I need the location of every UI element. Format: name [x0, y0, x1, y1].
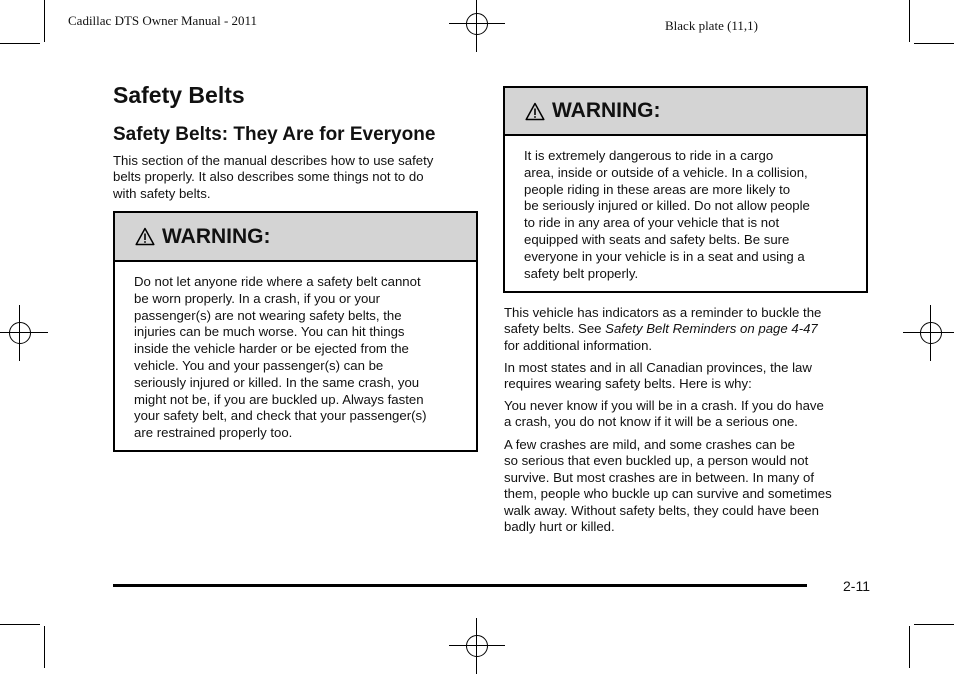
- text-line: safety belt properly.: [524, 265, 639, 281]
- crop-mark: [914, 624, 954, 625]
- text-line: [504, 321, 821, 337]
- text-line: You never know if you will be in a crash. If you do have: [504, 398, 824, 413]
- crop-mark: [909, 626, 910, 668]
- text-line: seriously injured or killed. In the same crash, you: [134, 374, 420, 390]
- text-line: badly hurt or killed.: [504, 519, 615, 535]
- text-line: them, people who buckle up can survive and sometimes: [504, 486, 832, 502]
- text-line: people riding in these areas are more likely to: [524, 181, 791, 197]
- reminder-paragraph: [504, 305, 821, 354]
- text-line: with safety belts.: [113, 185, 211, 201]
- text-fragment: safety belts. See: [504, 321, 606, 337]
- text-line: vehicle. You and your passenger(s) can be: [134, 357, 384, 373]
- text-line: Do not let anyone ride where a safety belt cannot: [134, 274, 421, 289]
- text-line: This vehicle has indicators as a reminder to buckle the: [504, 305, 822, 320]
- text-line: be seriously injured or killed. Do not allow people: [524, 198, 810, 214]
- crash-unknown-paragraph: [504, 398, 824, 431]
- cross-reference-link[interactable]: Safety Belt Reminders on page 4-47: [605, 321, 818, 337]
- warning-box-occupant-belts: [113, 211, 478, 452]
- crop-mark: [44, 626, 45, 668]
- intro-paragraph: [113, 153, 433, 202]
- text-line: injuries can be much worse. You can hit things: [134, 324, 405, 340]
- warning-triangle-icon: [135, 227, 155, 246]
- crash-severity-paragraph: [504, 437, 832, 535]
- text-line: belts properly. It also describes some things not to do: [113, 169, 424, 185]
- warning-title: WARNING:: [162, 224, 271, 248]
- subsection-title: Safety Belts: They Are for Everyone: [113, 124, 436, 145]
- text-line: In most states and in all Canadian provinces, the law: [504, 360, 812, 375]
- text-line: are restrained properly too.: [134, 425, 293, 441]
- text-line: so serious that even buckled up, a person would not: [504, 453, 809, 469]
- text-line: It is extremely dangerous to ride in a cargo: [524, 148, 774, 163]
- text-line: passenger(s) are not wearing safety belts, the: [134, 307, 402, 323]
- text-line: walk away. Without safety belts, they could have been: [504, 502, 819, 518]
- text-line: your safety belt, and check that your passenger(s): [134, 408, 427, 424]
- warning-triangle-icon: [525, 102, 545, 121]
- header-plate-info: Black plate (11,1): [665, 18, 759, 33]
- crop-mark: [909, 0, 910, 42]
- crop-mark: [0, 43, 40, 44]
- footer-rule: [113, 584, 807, 587]
- text-line: This section of the manual describes how to use safety: [113, 153, 434, 168]
- text-line: a crash, you do not know if it will be a serious one.: [504, 414, 798, 430]
- text-line: inside the vehicle harder or be ejected from the: [134, 341, 409, 357]
- warning-header: [505, 88, 866, 136]
- crop-mark: [44, 0, 45, 42]
- text-line: equipped with seats and safety belts. Be sure: [524, 231, 790, 247]
- page-number: 2-11: [843, 578, 870, 594]
- warning-title: WARNING:: [552, 99, 661, 122]
- registration-mark-right: [913, 315, 949, 351]
- text-line: everyone in your vehicle is in a seat and using a: [524, 248, 805, 264]
- warning-header: [115, 213, 476, 262]
- text-line: area, inside or outside of a vehicle. In a collision,: [524, 164, 808, 180]
- text-line: A few crashes are mild, and some crashes can be: [504, 437, 796, 452]
- law-paragraph: [504, 360, 812, 393]
- crop-mark: [0, 624, 40, 625]
- warning-box-cargo-area: [503, 86, 868, 293]
- crop-mark: [914, 43, 954, 44]
- registration-mark-top: [459, 6, 495, 42]
- text-line: to ride in any area of your vehicle that is not: [524, 215, 780, 231]
- warning-text: [115, 262, 476, 442]
- warning-text: [505, 136, 866, 282]
- registration-mark-bottom: [459, 628, 495, 664]
- header-manual-title: Cadillac DTS Owner Manual - 2011: [68, 13, 258, 28]
- text-line: might not be, if you are buckled up. Always fasten: [134, 391, 424, 407]
- registration-mark-left: [2, 315, 38, 351]
- text-line: be worn properly. In a crash, if you or your: [134, 290, 381, 306]
- text-line: for additional information.: [504, 337, 653, 353]
- text-line: requires wearing safety belts. Here is why:: [504, 376, 752, 392]
- text-line: survive. But most crashes are in between. In many of: [504, 469, 815, 485]
- section-title: Safety Belts: [113, 82, 245, 108]
